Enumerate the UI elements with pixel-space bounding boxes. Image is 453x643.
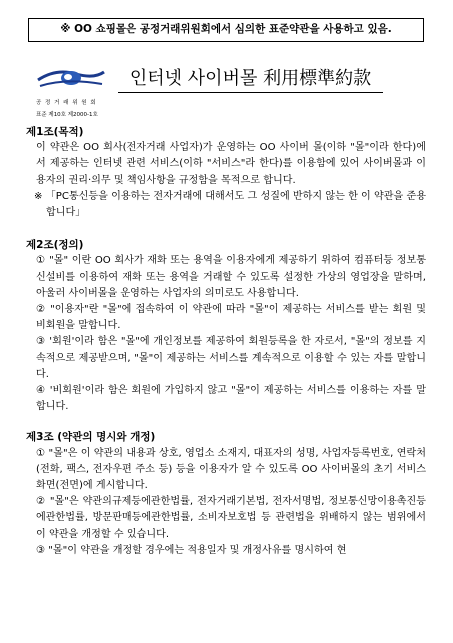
ftc-logo-icon xyxy=(36,66,106,90)
article-3-title: 제3조 (약관의 명시와 개정) xyxy=(26,431,156,444)
article-1-paragraph: 이 약관은 OO 회사(전자거래 사업자)가 운영하는 OO 사이버 몰(이하 "몰"이라 한다)에서 제공하는 인터넷 관련 서비스(이하 "서비스"라 한다)를 이용함에 있어 사이버몰과 이용자의 권리·의무 및 책임사항을 규정함을 목적으로 합니다. xyxy=(36,142,426,186)
org-name: 공 정 거 래 위 원 회 xyxy=(36,100,97,106)
article-3-paragraph-2: ② "몰"은 약관의규제등에관한법률, 전자거래기본법, 전자서명법, 정보통신망이용촉진등에관한법률, 방문판매등에관한법률, 소비자보호법 등 관련법을 위배하지 않는 범위에서 이 약관을 개정할 수 있습니다. xyxy=(36,496,426,540)
article-1-title: 제1조(목적) xyxy=(26,126,84,138)
approval-number: 표준 제10호 제2000-1호 xyxy=(36,112,98,118)
document-body xyxy=(26,124,426,559)
article-2-paragraph-3: ③ '회원'이라 함은 "몰"에 개인정보를 제공하여 회원등록을 한 자로서, "몰"의 정보를 지속적으로 제공받으며, "몰"이 제공하는 서비스를 계속적으로 이용할 수 있는 자를 말합니다. xyxy=(36,336,426,380)
article-2-title: 제2조(정의) xyxy=(26,239,84,252)
article-1-note: ※ 「PC통신등을 이용하는 전자거래에 대해서도 그 성질에 반하지 않는 한 이 약관을 준용합니다」 xyxy=(34,190,426,219)
article-2-paragraph-1: ① "몰" 이란 OO 회사가 재화 또는 용역을 이용자에게 제공하기 위하여 컴퓨터등 정보통신설비를 이용하여 재화 또는 용역을 거래할 수 있도록 설정한 가상의 영업장을 말하며, 아울러 사이버몰을 운영하는 사업자의 의미로도 사용합니다. xyxy=(36,255,426,299)
article-3-paragraph-1: ① "몰"은 이 약관의 내용과 상호, 영업소 소재지, 대표자의 성명, 사업자등록번호, 연락처(전화, 팩스, 전자우편 주소 등) 등을 이용자가 알 수 있도록 OO 사이버몰의 초기 서비스화면(전면)에 게시합니다. xyxy=(36,447,426,492)
notice-banner: ※ OO 쇼핑몰은 공정거래위원회에서 심의한 표준약관을 사용하고 있음. xyxy=(28,18,424,42)
article-3-paragraph-3: ③ "몰"이 약관을 개정할 경우에는 적용일자 및 개정사유를 명시하여 현 xyxy=(36,544,347,556)
page-title: 인터넷 사이버몰 利用標準約款 xyxy=(118,64,383,93)
article-2-paragraph-4: ④ '비회원'이라 함은 회원에 가입하지 않고 "몰"이 제공하는 서비스를 이용하는 자를 말합니다. xyxy=(36,385,426,413)
article-2-paragraph-2: ② "이용자"란 "몰"에 접속하여 이 약관에 따라 "몰"이 제공하는 서비스를 받는 회원 및 비회원을 말합니다. xyxy=(36,304,426,332)
